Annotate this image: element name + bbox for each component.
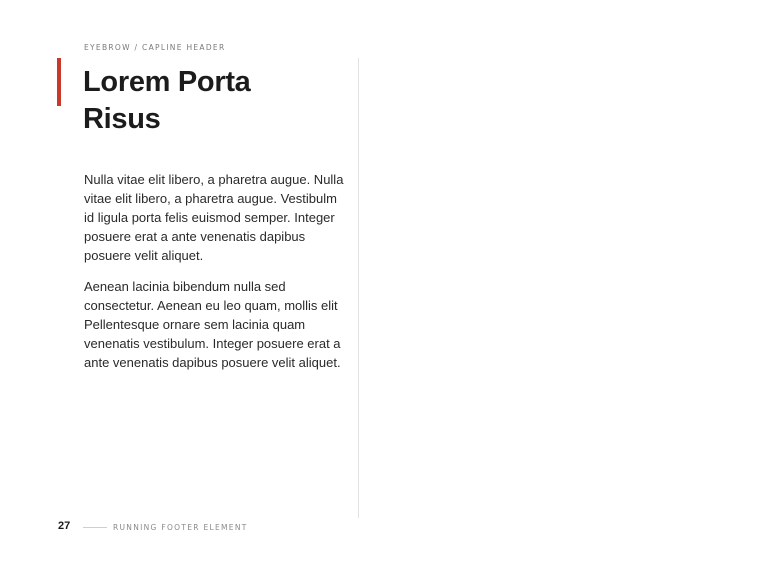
title-accent-bar [57,58,61,106]
page-number: 27 [58,520,71,532]
footer-rule [83,527,107,528]
running-footer: RUNNING FOOTER ELEMENT [113,523,248,532]
body-text [84,170,346,384]
page-title: Lorem Porta Risus [83,66,251,135]
column-divider [358,58,359,518]
eyebrow-header: EYEBROW / CAPLINE HEADER [84,43,226,52]
body-paragraph-1: Nulla vitae elit libero, a pharetra augue. Nulla vitae elit libero, a pharetra augue. Vestibulm id ligula porta felis euismod semper. Integer posuere erat a ante venenatis dapibus posuere velit aliquet. [84,172,344,263]
body-paragraph-2: Aenean lacinia bibendum nulla sed consectetur. Aenean eu leo quam, mollis elit Pellentesque ornare sem lacinia quam venenatis vestibulum. Integer posuere erat a ante venenatis dapibus posuere velit aliquet. [84,279,341,370]
